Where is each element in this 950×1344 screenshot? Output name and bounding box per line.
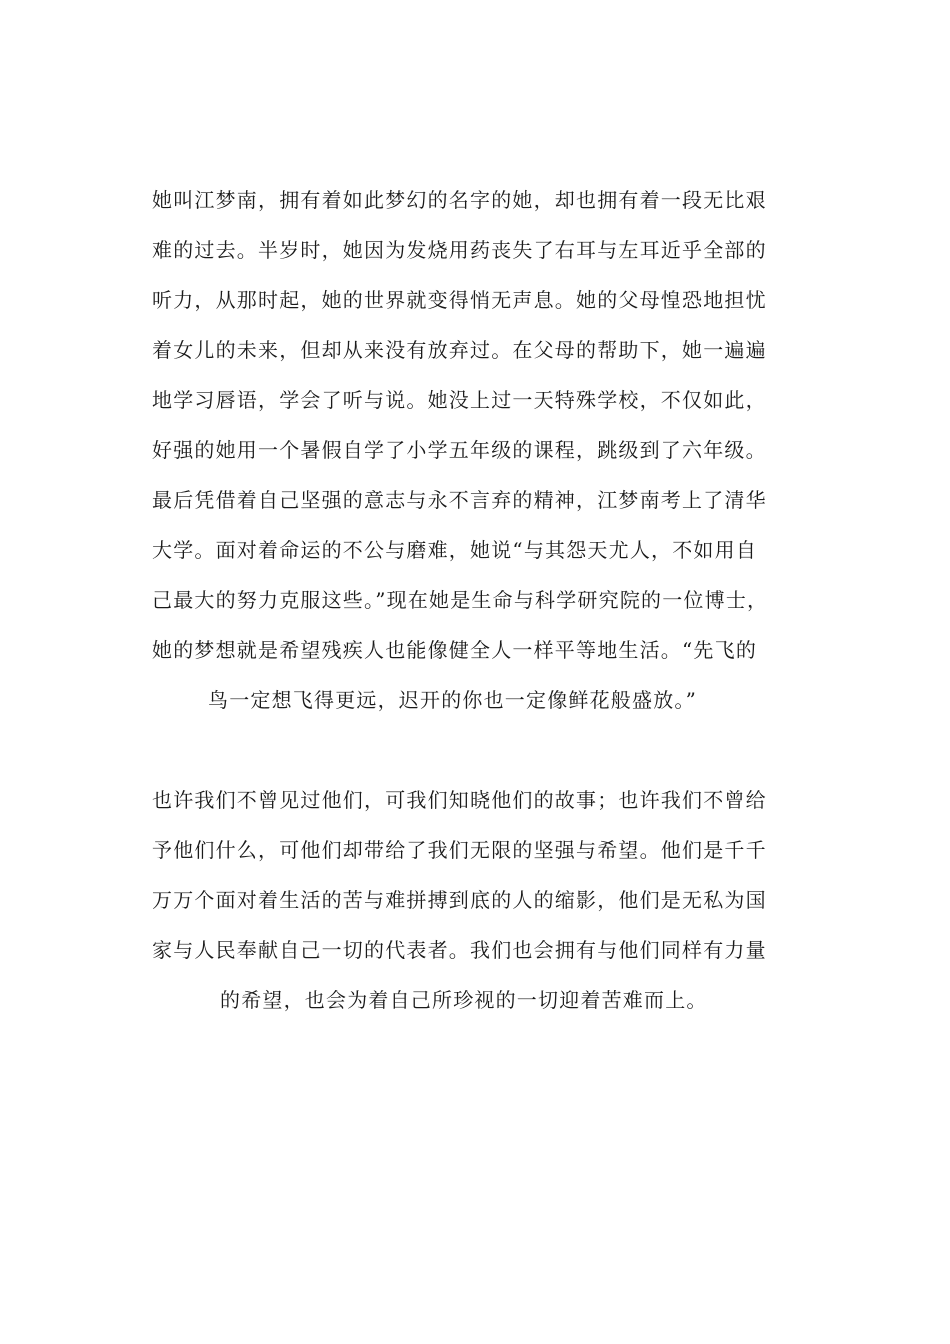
paragraph-line: 听力，从那时起，她的世界就变得悄无声息。她的父母惶恐地担忧 <box>152 288 767 312</box>
paragraph-line: 己最大的努力克服这些。”现在她是生命与科学研究院的一位博士， <box>152 588 769 612</box>
paragraph-line: 她叫江梦南，拥有着如此梦幻的名字的她，却也拥有着一段无比艰 <box>152 188 767 212</box>
paragraph-line: 地学习唇语，学会了听与说。她没上过一天特殊学校，不仅如此， <box>152 388 767 412</box>
paragraph-closing-line: 的希望，也会为着自己所珍视的一切迎着苦难而上。 <box>220 988 708 1012</box>
paragraph-line: 好强的她用一个暑假自学了小学五年级的课程，跳级到了六年级。 <box>152 438 767 462</box>
paragraph-line: 万万个面对着生活的苦与难拼搏到底的人的缩影，他们是无私为国 <box>152 888 767 912</box>
paragraph-closing-line: 鸟一定想飞得更远，迟开的你也一定像鲜花般盛放。” <box>208 688 698 712</box>
paragraph-line: 也许我们不曾见过他们，可我们知晓他们的故事；也许我们不曾给 <box>152 788 767 812</box>
paragraph-line: 她的梦想就是希望残疾人也能像健全人一样平等地生活。“先飞的 <box>152 638 758 662</box>
paragraph-line: 大学。面对着命运的不公与磨难，她说“与其怨天尤人，不如用自 <box>152 538 758 562</box>
paragraph-line: 着女儿的未来，但却从来没有放弃过。在父母的帮助下，她一遍遍 <box>152 338 767 362</box>
paragraph-line: 最后凭借着自己坚强的意志与永不言弃的精神，江梦南考上了清华 <box>152 488 767 512</box>
paragraph-line: 予他们什么，可他们却带给了我们无限的坚强与希望。他们是千千 <box>152 838 767 862</box>
paragraph-line: 家与人民奉献自己一切的代表者。我们也会拥有与他们同样有力量 <box>152 938 767 962</box>
paragraph-line: 难的过去。半岁时，她因为发烧用药丧失了右耳与左耳近乎全部的 <box>152 238 767 262</box>
